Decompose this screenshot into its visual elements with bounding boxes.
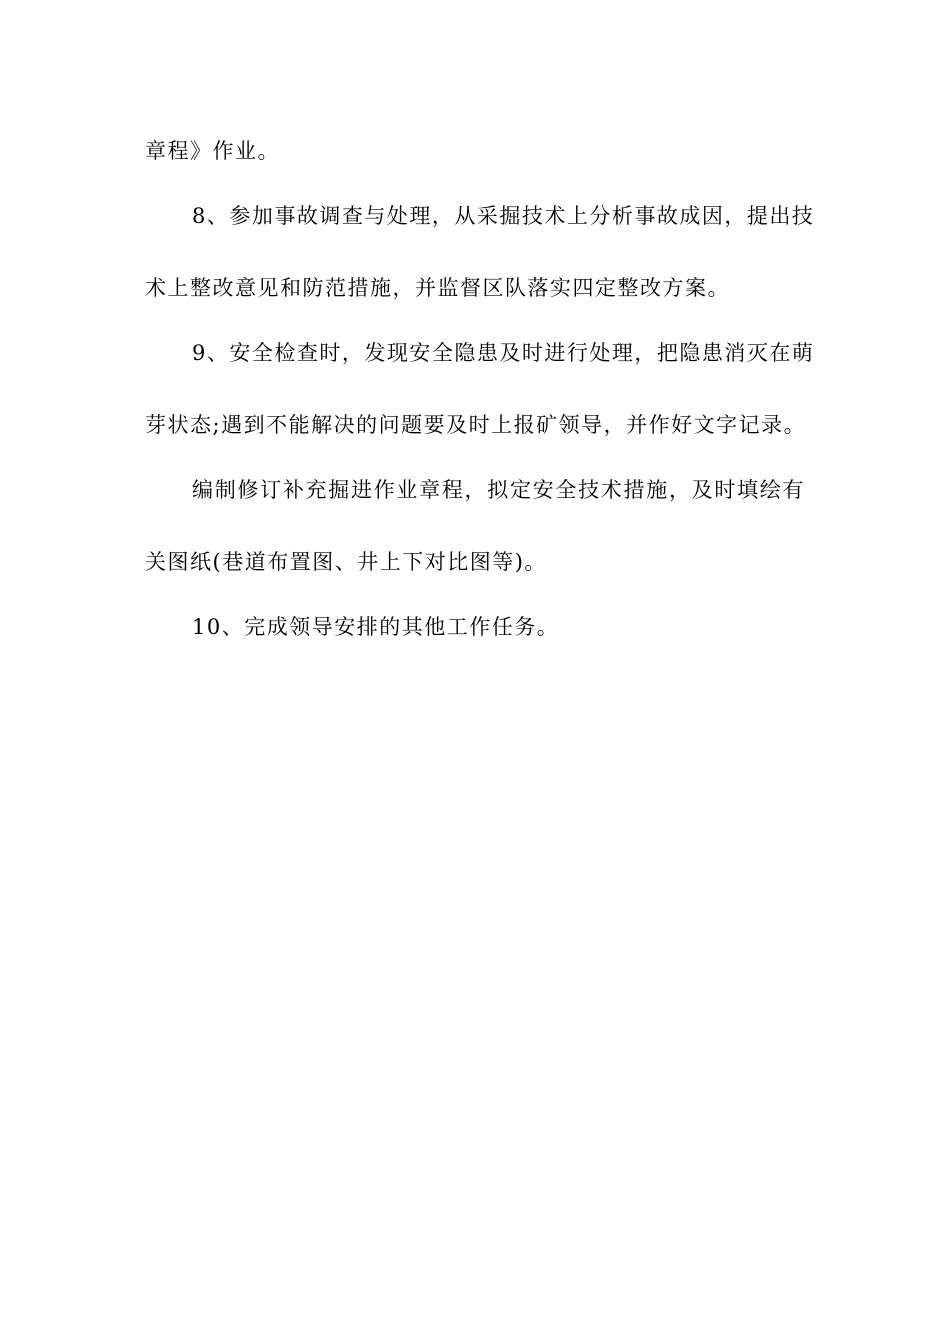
text-line-6: 编制修订补充掘进作业章程，拟定安全技术措施，及时填绘有 xyxy=(192,478,805,502)
text-line-1: 章程》作业。 xyxy=(145,139,280,163)
text-line-3: 术上整改意见和防范措施，并监督区队落实四定整改方案。 xyxy=(145,276,730,300)
text-line-8: 10、完成领导安排的其他工作任务。 xyxy=(192,615,560,639)
text-line-4: 9、安全检查时，发现安全隐患及时进行处理，把隐患消灭在萌 xyxy=(192,341,815,365)
text-line-5: 芽状态;遇到不能解决的问题要及时上报矿领导，并作好文字记录。 xyxy=(145,413,807,437)
text-line-7: 关图纸(巷道布置图、井上下对比图等)。 xyxy=(145,550,547,574)
text-line-2: 8、参加事故调查与处理，从采掘技术上分析事故成因，提出技 xyxy=(192,204,815,228)
